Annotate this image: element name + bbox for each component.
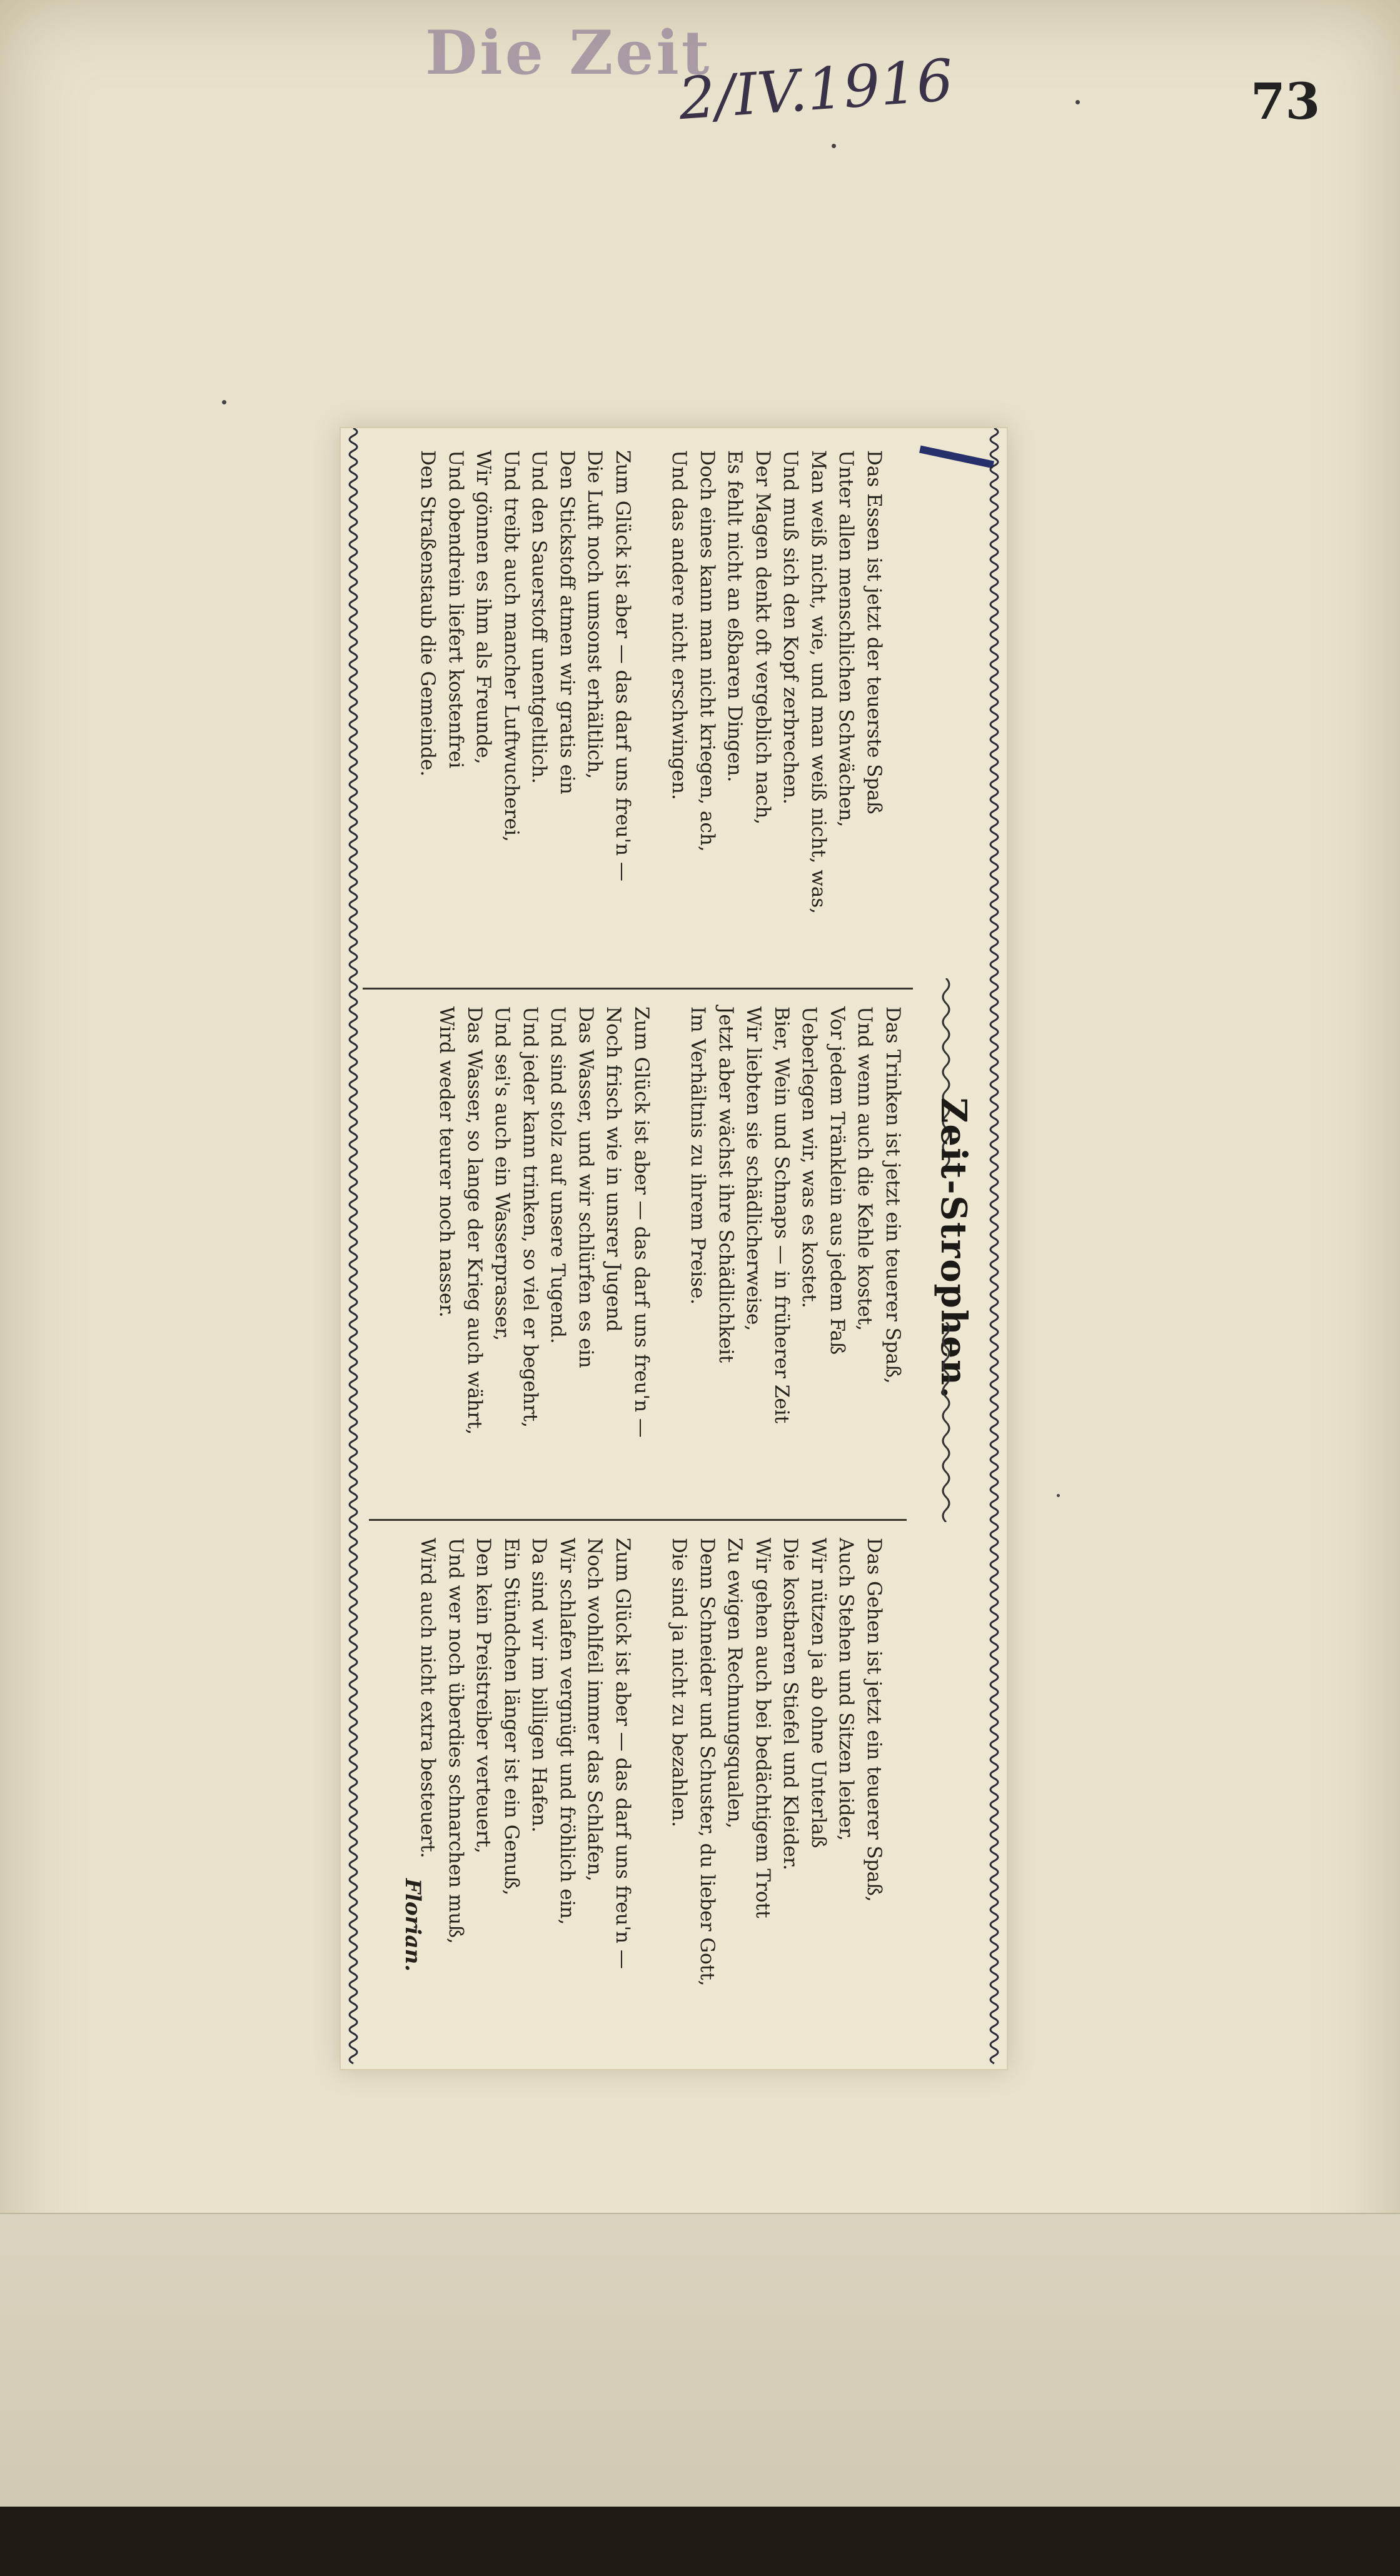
verse-line: Denn Schneider und Schuster, du lieber Gott, bbox=[696, 1538, 718, 1987]
ink-speck bbox=[832, 144, 836, 148]
verse-line: Da sind wir im billigen Hafen. bbox=[528, 1538, 551, 1833]
verse-line: Zu ewigen Rechnungsqualen, bbox=[723, 1538, 747, 1829]
verse-line: Noch frisch wie in unsrer Jugend bbox=[602, 1006, 625, 1332]
verse-line: Das Essen ist jetzt der teuerste Spaß bbox=[863, 450, 885, 814]
verse-line: Den Stickstoff atmen wir gratis ein bbox=[556, 450, 578, 794]
page-number: 73 bbox=[1251, 72, 1321, 131]
verse-line: Bier, Wein und Schnaps — in früherer Zeit bbox=[770, 1006, 793, 1424]
poem-column-2 bbox=[404, 1006, 907, 1544]
verse-line: Und treibt auch mancher Luftwucherei, bbox=[500, 450, 523, 842]
scan-background bbox=[0, 2507, 1400, 2576]
verse-line: Ueberlegen wir, was es kostet. bbox=[798, 1006, 821, 1308]
ink-speck bbox=[1057, 1494, 1060, 1497]
verse-line: Wird auch nicht extra besteuert. bbox=[416, 1538, 440, 1858]
verse-line: Wir nützen ja ab ohne Unterlaß bbox=[807, 1538, 830, 1848]
ink-speck bbox=[1075, 100, 1080, 104]
verse-line: Der Magen denkt oft vergeblich nach, bbox=[752, 450, 774, 825]
ink-speck bbox=[222, 400, 226, 404]
verse-line: Den Straßenstaub die Gemeinde. bbox=[416, 450, 440, 777]
verse-line: Vor jedem Tränklein aus jedem Faß bbox=[826, 1006, 849, 1355]
stanza bbox=[665, 1538, 888, 2075]
verse-line: Zum Glück ist aber — das darf uns freu'n — bbox=[630, 1006, 653, 1438]
verse-line: Noch wohlfeil immer das Schlafen, bbox=[583, 1538, 607, 1882]
verse-line: Zum Glück ist aber — das darf uns freu'n — bbox=[612, 450, 634, 881]
verse-line: Wird weder teurer noch nasser. bbox=[435, 1006, 458, 1318]
verse-line: Und wer noch überdies schnarchen muß, bbox=[445, 1538, 467, 1944]
verse-line: Doch eines kann man nicht kriegen, ach, bbox=[696, 450, 718, 852]
wavy-rule-top bbox=[982, 428, 1007, 2069]
column-divider bbox=[363, 988, 913, 990]
verse-line: Und wenn auch die Kehle kostet, bbox=[854, 1006, 877, 1331]
stanza bbox=[414, 1538, 637, 2075]
stanza bbox=[414, 450, 637, 988]
verse-line: Man weiß nicht, wie, und man weiß nicht, was, bbox=[807, 450, 830, 915]
clipping-body bbox=[341, 428, 1007, 2069]
verse-line: Das Trinken ist jetzt ein teuerer Spaß, bbox=[882, 1006, 904, 1384]
stanza bbox=[665, 450, 888, 988]
verse-line: Im Verhältnis zu ihrem Preise. bbox=[687, 1006, 710, 1305]
verse-line: Das Gehen ist jetzt ein teuerer Spaß, bbox=[863, 1538, 885, 1902]
verse-line: Das Wasser, so lange der Krieg auch währt, bbox=[463, 1006, 486, 1435]
stanza bbox=[684, 1006, 907, 1544]
verse-line: Das Wasser, und wir schlürfen es ein bbox=[575, 1006, 597, 1368]
author-signature: Florian. bbox=[400, 1878, 425, 1972]
verse-line: Und jeder kann trinken, so viel er begehrt, bbox=[519, 1006, 541, 1428]
verse-line: Die kostbaren Stiefel und Kleider. bbox=[779, 1538, 802, 1871]
verse-line: Wir gehen auch bei bedächtigem Trott bbox=[752, 1538, 774, 1918]
verse-line: Und sind stolz auf unsere Tugend. bbox=[546, 1006, 570, 1344]
verse-line: Wir schlafen vergnügt und fröhlich ein, bbox=[556, 1538, 578, 1925]
newspaper-stamp: Die Zeit bbox=[425, 18, 712, 88]
verse-line: Den kein Preistreiber verteuert, bbox=[472, 1538, 495, 1854]
verse-line: Auch Stehen und Sitzen leider, bbox=[835, 1538, 858, 1842]
verse-line: Wir liebten sie schädlicherweise, bbox=[742, 1006, 765, 1331]
verse-line: Zum Glück ist aber — das darf uns freu'n — bbox=[612, 1538, 634, 1969]
column-divider bbox=[369, 1519, 907, 1521]
verse-line: Und sei's auch ein Wasserprasser, bbox=[491, 1006, 514, 1341]
verse-line: Die sind ja nicht zu bezahlen. bbox=[668, 1538, 691, 1828]
stanza bbox=[433, 1006, 655, 1544]
title-ornament-right bbox=[937, 1322, 955, 1522]
handwritten-date: 2/IV.1916 bbox=[676, 46, 955, 133]
poem-column-3 bbox=[385, 1538, 888, 2075]
verse-line: Und den Sauerstoff unentgeltlich. bbox=[528, 450, 551, 784]
verse-line: Und obendrein liefert kostenfrei bbox=[445, 450, 467, 769]
verse-line: Es fehlt nicht an eßbaren Dingen. bbox=[723, 450, 747, 783]
article-title: Zeit-Strophen. bbox=[933, 1097, 974, 1400]
verse-line: Und muß sich den Kopf zerbrechen. bbox=[779, 450, 802, 804]
verse-line: Die Luft noch umsonst erhältlich, bbox=[583, 450, 607, 779]
verse-line: Ein Stündchen länger ist ein Genuß, bbox=[500, 1538, 523, 1896]
newspaper-clipping bbox=[341, 428, 1007, 2069]
verse-line: Und das andere nicht erschwingen. bbox=[668, 450, 691, 800]
wavy-rule-bottom bbox=[341, 428, 366, 2069]
verse-line: Unter allen menschlichen Schwächen, bbox=[835, 450, 858, 828]
verse-line: Jetzt aber wächst ihre Schädlichkeit bbox=[715, 1006, 737, 1363]
verse-line: Wir gönnen es ihm als Freunde, bbox=[472, 450, 495, 764]
poem-column-1 bbox=[385, 450, 888, 988]
album-page-lower-fold bbox=[0, 2213, 1400, 2508]
title-row bbox=[918, 428, 974, 2069]
